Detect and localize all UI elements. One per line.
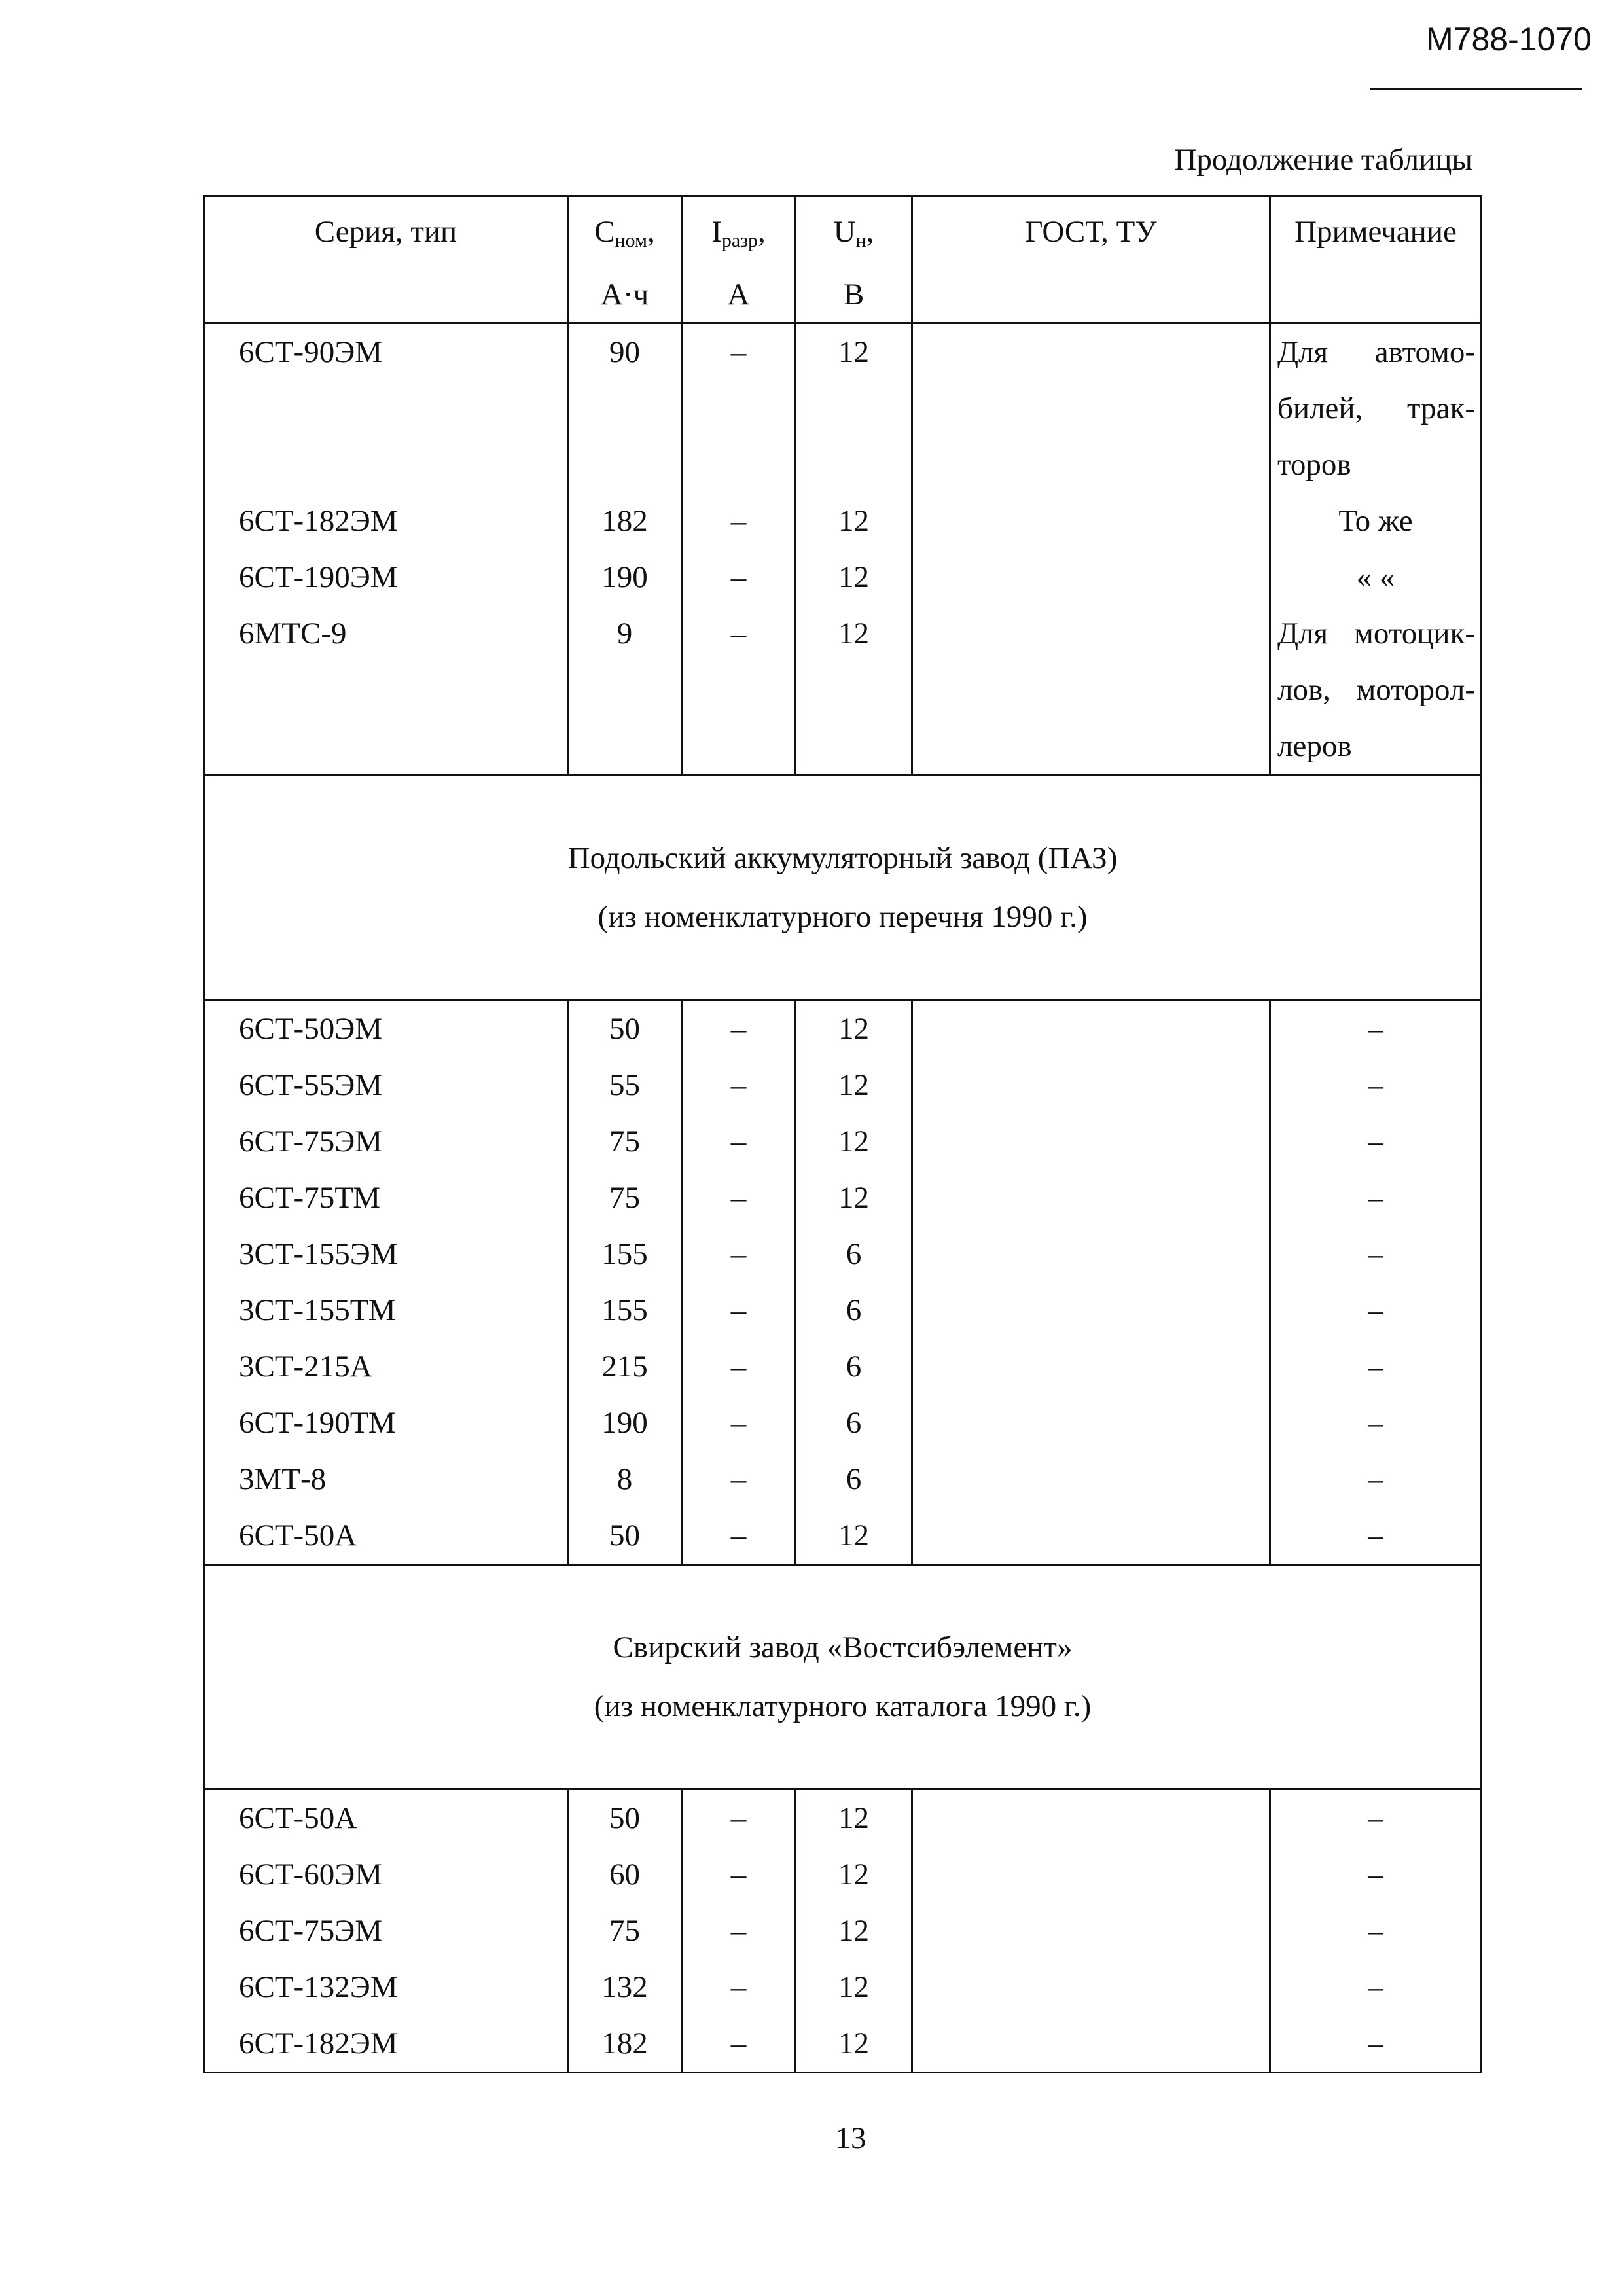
series-cell [204,1000,568,1565]
series-value: 6СТ-75ЭМ [239,1124,383,1158]
header-current [682,196,796,323]
capacity-value: 50 [609,1801,640,1835]
current-value: – [730,504,747,538]
note-value: – [1368,1970,1383,2004]
capacity-value: 50 [609,1012,640,1046]
capacity-value: 50 [609,1518,640,1552]
voltage-value: 12 [838,1068,869,1102]
series-value: 3СТ-155ЭМ [239,1237,398,1271]
voltage-value: 12 [838,504,869,538]
current-value: – [730,1801,747,1835]
capacity-value: 90 [609,335,640,369]
series-cell [204,1789,568,2073]
note-line: « « [1356,560,1395,594]
note-value: – [1368,1350,1383,1384]
capacity-value: 155 [601,1237,648,1271]
capacity-symbol: C [594,215,615,249]
section-title: Свирский завод «Востсибэлемент» [613,1630,1073,1664]
note-line: торов [1277,448,1351,482]
note-line: Для автомо- [1277,335,1475,369]
group-row [204,1789,1482,2073]
current-value: – [730,617,747,651]
current-value: – [730,1012,747,1046]
current-subscript: разр [721,230,758,251]
capacity-value: 190 [601,560,648,594]
capacity-value: 75 [609,1181,640,1215]
current-unit: А [727,278,750,312]
series-value: 6СТ-50ЭМ [239,1012,383,1046]
note-cell [1270,1000,1482,1565]
current-value: – [730,1181,747,1215]
voltage-value: 12 [838,560,869,594]
voltage-value: 12 [838,1518,869,1552]
table-continuation-label: Продолжение таблицы [1174,143,1472,177]
note-line: То же [1338,504,1413,538]
series-value: 6СТ-50А [239,1801,357,1835]
voltage-value: 12 [838,1914,869,1948]
note-value: – [1368,1857,1383,1892]
section-subtitle: (из номенклатурного перечня 1990 г.) [597,900,1088,934]
capacity-cell [568,323,682,776]
capacity-value: 75 [609,1914,640,1948]
capacity-value: 215 [601,1350,648,1384]
capacity-value: 60 [609,1857,640,1892]
series-value: 6СТ-190ТМ [239,1406,396,1440]
capacity-value: 182 [601,504,648,538]
note-value: – [1368,1801,1383,1835]
section-row-paz [204,776,1482,1000]
current-value: – [730,1406,747,1440]
section-title: Подольский аккумуляторный завод (ПАЗ) [567,841,1118,875]
note-cell [1270,323,1482,776]
current-value: – [730,1293,747,1327]
current-value: – [730,2026,747,2060]
voltage-separator: , [866,215,874,249]
series-value: 6СТ-90ЭМ [239,335,383,369]
current-value: – [730,1462,747,1496]
voltage-value: 12 [838,2026,869,2060]
voltage-value: 12 [838,1857,869,1892]
capacity-value: 182 [601,2026,648,2060]
battery-table [203,195,1482,2073]
current-value: – [730,1518,747,1552]
note-line: билей, трак- [1277,391,1475,425]
note-value: – [1368,1406,1383,1440]
series-value: 6СТ-60ЭМ [239,1857,383,1892]
note-value: – [1368,1462,1383,1496]
voltage-cell [796,1000,912,1565]
current-value: – [730,1237,747,1271]
capacity-cell [568,1000,682,1565]
standard-cell [912,323,1270,776]
current-value: – [730,1068,747,1102]
header-voltage [796,196,912,323]
current-value: – [730,1970,747,2004]
group-row [204,323,1482,776]
series-value: 6СТ-132ЭМ [239,1970,398,2004]
capacity-subscript: ном [615,230,648,251]
table-header-row [204,196,1482,323]
series-cell [204,323,568,776]
capacity-value: 190 [601,1406,648,1440]
voltage-value: 6 [846,1237,862,1271]
voltage-value: 12 [838,1970,869,2004]
section-heading-svir [204,1565,1482,1789]
current-value: – [730,1350,747,1384]
current-value: – [730,560,747,594]
header-capacity [568,196,682,323]
current-cell [682,1789,796,2073]
series-value: 6СТ-55ЭМ [239,1068,383,1102]
voltage-cell [796,323,912,776]
series-value: 3МТ-8 [239,1462,327,1496]
section-row-svir [204,1565,1482,1789]
section-subtitle: (из номенклатурного каталога 1990 г.) [594,1689,1092,1723]
note-value: – [1368,1124,1383,1158]
section-heading-paz [204,776,1482,1000]
note-value: – [1368,1012,1383,1046]
voltage-value: 6 [846,1462,862,1496]
series-value: 6МТС-9 [239,617,347,651]
capacity-value: 9 [616,617,633,651]
current-separator: , [758,215,766,249]
series-value: 6СТ-75ТМ [239,1181,381,1215]
standard-cell [912,1789,1270,2073]
document-code: М788-1070 [1426,21,1592,58]
current-cell [682,323,796,776]
group-row [204,1000,1482,1565]
capacity-value: 55 [609,1068,640,1102]
capacity-value: 8 [616,1462,633,1496]
series-value: 6СТ-50А [239,1518,357,1552]
capacity-unit: А·ч [600,278,649,312]
header-series-label: Серия, тип [314,215,457,249]
voltage-value: 6 [846,1293,862,1327]
voltage-subscript: н [855,230,866,251]
series-value: 6СТ-190ЭМ [239,560,398,594]
voltage-value: 12 [838,1801,869,1835]
current-value: – [730,335,747,369]
voltage-value: 6 [846,1350,862,1384]
note-value: – [1368,1237,1383,1271]
note-value: – [1368,1068,1383,1102]
current-cell [682,1000,796,1565]
header-note [1270,196,1482,323]
voltage-value: 12 [838,1181,869,1215]
capacity-cell [568,1789,682,2073]
capacity-value: 132 [601,1970,648,2004]
code-underline [1370,88,1582,90]
note-cell [1270,1789,1482,2073]
note-line: Для мотоцик- [1277,617,1475,651]
note-value: – [1368,1293,1383,1327]
capacity-value: 155 [601,1293,648,1327]
header-series [204,196,568,323]
voltage-value: 6 [846,1406,862,1440]
current-value: – [730,1857,747,1892]
voltage-unit: В [843,278,865,312]
current-value: – [730,1914,747,1948]
voltage-value: 12 [838,1012,869,1046]
note-line: леров [1277,729,1352,763]
series-value: 3СТ-155ТМ [239,1293,396,1327]
voltage-cell [796,1789,912,2073]
current-value: – [730,1124,747,1158]
series-value: 6СТ-182ЭМ [239,2026,398,2060]
note-value: – [1368,2026,1383,2060]
capacity-value: 75 [609,1124,640,1158]
capacity-separator: , [647,215,655,249]
series-value: 6СТ-75ЭМ [239,1914,383,1948]
series-value: 6СТ-182ЭМ [239,504,398,538]
current-symbol: I [711,215,722,249]
note-value: – [1368,1914,1383,1948]
note-line: лов, моторол- [1277,673,1475,707]
standard-cell [912,1000,1270,1565]
note-value: – [1368,1518,1383,1552]
voltage-value: 12 [838,1124,869,1158]
note-value: – [1368,1181,1383,1215]
voltage-value: 12 [838,335,869,369]
header-standard-label: ГОСТ, ТУ [1025,215,1157,249]
voltage-symbol: U [833,215,856,249]
page-number: 13 [835,2121,866,2155]
series-value: 3СТ-215А [239,1350,372,1384]
header-standard [912,196,1270,323]
voltage-value: 12 [838,617,869,651]
header-note-label: Примечание [1294,215,1457,249]
